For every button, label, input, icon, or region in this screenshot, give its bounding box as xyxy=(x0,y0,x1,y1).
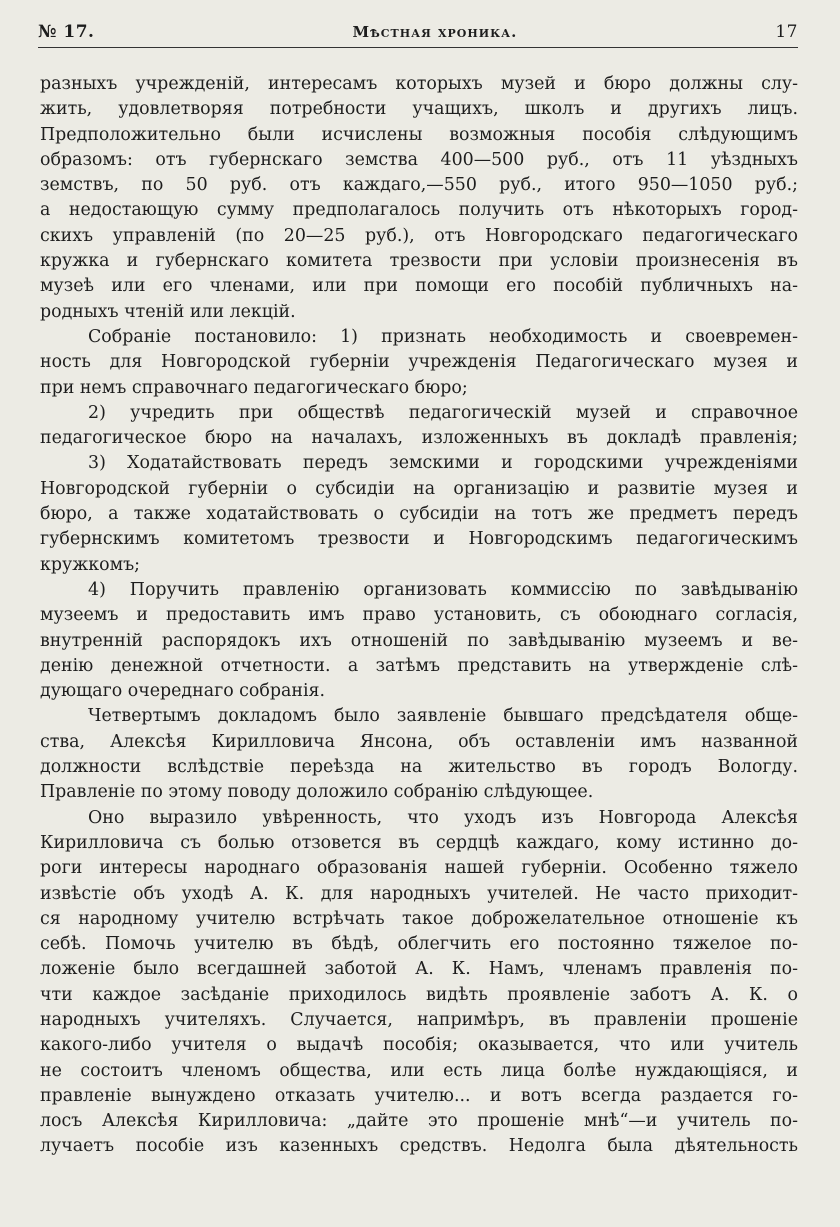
text-line: 2) учредить при обществѣ педагогическій музей и справочное xyxy=(88,402,798,423)
text-line: Кирилловича съ болью отзовется въ сердцѣ каждаго, кому истинно до- xyxy=(40,832,798,853)
text-line: ства, Алексѣя Кирилловича Янсона, объ оставленіи имъ названной xyxy=(40,731,798,752)
text-line: музеемъ и предоставить имъ право установить, съ обоюднаго согласія, xyxy=(40,605,798,626)
issue-number: № 17. xyxy=(38,22,95,42)
text-line: извѣстіе объ уходѣ А. К. для народныхъ учителей. Не часто приходит- xyxy=(40,883,798,904)
text-line: бюро, а также ходатайствовать о субсидіи на тотъ же предметъ передъ xyxy=(40,504,798,525)
text-line: Четвертымъ докладомъ было заявленіе бывшаго предсѣдателя обще- xyxy=(88,706,798,727)
article-body xyxy=(40,72,798,1160)
text-line: какого-либо учителя о выдачѣ пособія; оказывается, что или учитель xyxy=(40,1035,798,1056)
text-line: себѣ. Помочь учителю въ бѣдѣ, облегчить его постоянно тяжелое по- xyxy=(40,934,798,955)
text-line: чти каждое засѣданіе приходилось видѣть проявленіе заботъ А. К. о xyxy=(40,984,798,1005)
text-line: ложеніе было всегдашней заботой А. К. Намъ, членамъ правленія по- xyxy=(40,959,798,980)
text-line: Новгородской губерніи о субсидіи на организацію и развитіе музея и xyxy=(40,478,798,499)
page-number: 17 xyxy=(775,22,798,42)
text-line: Собраніе постановило: 1) признать необходимость и своевремен- xyxy=(88,326,798,347)
text-line: родныхъ чтеній или лекцій. xyxy=(40,301,296,322)
text-line: денію денежной отчетности. а затѣмъ представить на утвержденіе слѣ- xyxy=(40,655,798,676)
text-line: внутренній распорядокъ ихъ отношеній по завѣдыванію музеемъ и ве- xyxy=(40,630,798,651)
text-line: должности вслѣдствіе переѣзда на жительство въ городъ Вологду. xyxy=(40,757,798,778)
text-line: роги интересы народнаго образованія нашей губерніи. Особенно тяжело xyxy=(40,858,798,879)
section-title: Мѣстная хроника. xyxy=(352,23,518,41)
text-line: правленіе вынуждено отказать учителю... и вотъ всегда раздается го- xyxy=(40,1085,798,1106)
text-line: Предположительно были исчислены возможныя пособія слѣдующимъ xyxy=(40,124,798,145)
text-line: образомъ: отъ губернскаго земства 400—500 руб., отъ 11 уѣздныхъ xyxy=(40,149,798,170)
text-line: лучаетъ пособіе изъ казенныхъ средствъ. Недолга была дѣятельность xyxy=(40,1136,798,1157)
text-line: кружка и губернскаго комитета трезвости при условіи произнесенія въ xyxy=(40,251,798,272)
text-line: кружкомъ; xyxy=(40,554,141,575)
text-line: народныхъ учителяхъ. Случается, напримѣръ, въ правленіи прошеніе xyxy=(40,1009,798,1030)
text-line: Правленіе по этому поводу доложило собранію слѣдующее. xyxy=(40,782,594,803)
text-line: лосъ Алексѣя Кирилловича: „дайте это прошеніе мнѣ“—и учитель по- xyxy=(40,1111,798,1132)
text-line: дующаго очереднаго собранія. xyxy=(40,681,326,702)
text-line: губернскимъ комитетомъ трезвости и Новгородскимъ педагогическимъ xyxy=(40,529,798,550)
text-line: при немъ справочнаго педагогическаго бюро; xyxy=(40,377,468,398)
text-line: скихъ управленій (по 20—25 руб.), отъ Новгородскаго педагогическаго xyxy=(40,225,798,246)
text-line: 4) Поручить правленію организовать коммиссію по завѣдыванію xyxy=(88,579,798,600)
text-line: земствъ, по 50 руб. отъ каждаго,—550 руб., итого 950—1050 руб.; xyxy=(40,175,798,196)
text-line: а недостающую сумму предполагалось получить отъ нѣкоторыхъ город- xyxy=(40,200,798,221)
text-line: педагогическое бюро на началахъ, изложенныхъ въ докладѣ правленія; xyxy=(40,428,798,449)
text-line: 3) Ходатайствовать передъ земскими и городскими учрежденіями xyxy=(88,453,798,474)
text-line: музеѣ или его членами, или при помощи его пособій публичныхъ на- xyxy=(40,276,798,297)
text-line: не состоитъ членомъ общества, или есть лица болѣе нуждающіяся, и xyxy=(40,1060,798,1081)
text-line: ся народному учителю встрѣчать такое доброжелательное отношеніе къ xyxy=(40,908,798,929)
text-line: жить, удовлетворяя потребности учащихъ, школъ и другихъ лицъ. xyxy=(40,99,798,120)
running-header xyxy=(38,22,798,42)
text-line: разныхъ учрежденій, интересамъ которыхъ музей и бюро должны слу- xyxy=(40,74,798,94)
text-line: Оно выразило увѣренность, что уходъ изъ Новгорода Алексѣя xyxy=(88,807,798,828)
header-rule xyxy=(38,47,798,48)
text-line: ность для Новгородской губерніи учрежденія Педагогическаго музея и xyxy=(40,352,798,373)
